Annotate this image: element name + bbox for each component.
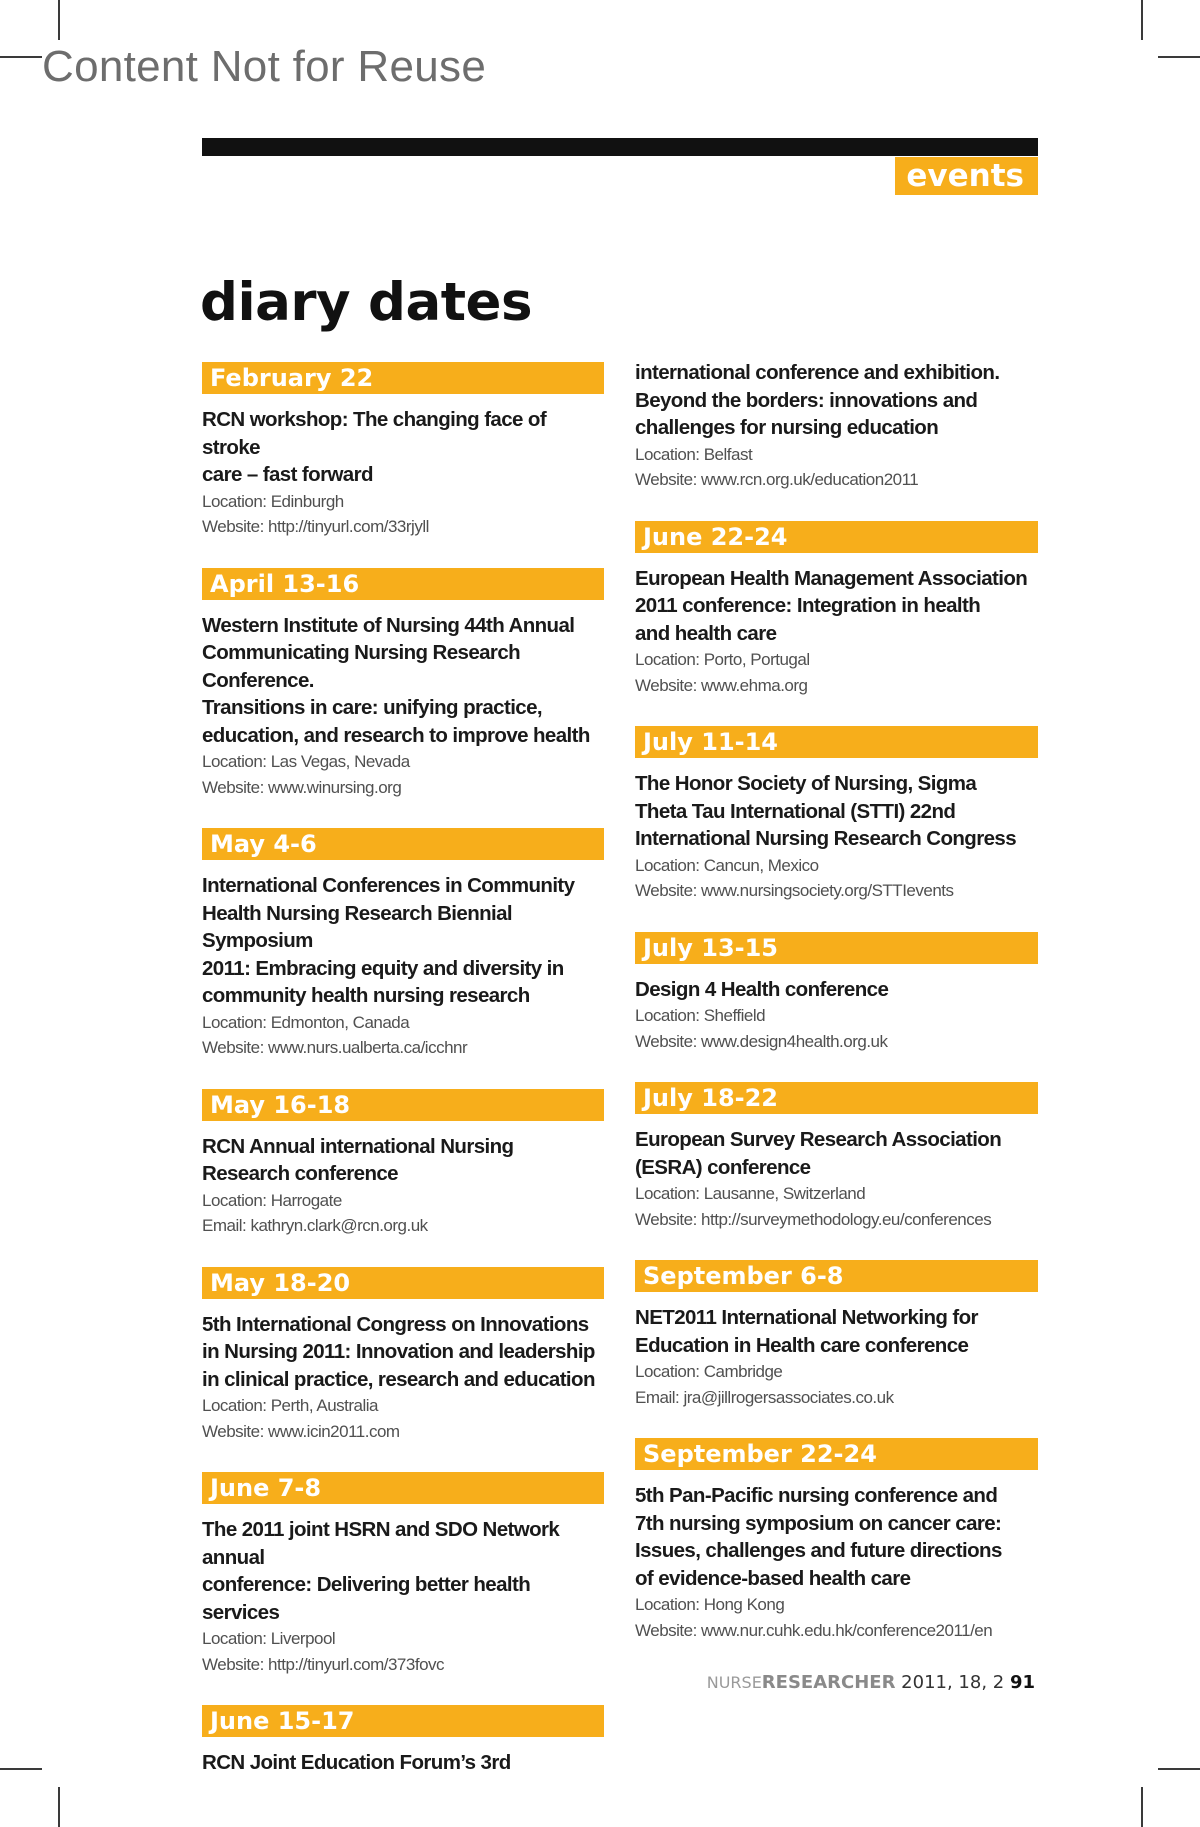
event-title-line: 5th International Congress on Innovations	[202, 1312, 589, 1336]
event-location: Location: Liverpool	[202, 1629, 336, 1648]
event-entry	[202, 362, 604, 540]
event-title-line: International Conferences in Community	[202, 874, 575, 897]
event-meta	[635, 442, 1038, 493]
event-title-line: in Nursing 2011: Innovation and leadership	[202, 1340, 595, 1363]
event-entry	[202, 1089, 604, 1239]
event-meta	[202, 1393, 604, 1444]
event-website: Website: www.rcn.org.uk/education2011	[635, 470, 919, 489]
event-date: May 4-6	[202, 828, 604, 860]
event-title-line: in clinical practice, research and education	[202, 1367, 595, 1391]
crop-mark	[1141, 0, 1143, 40]
event-location: Location: Harrogate	[202, 1190, 342, 1210]
event-title	[635, 359, 1038, 442]
event-location: Location: Sheffield	[635, 1006, 766, 1025]
event-title	[202, 872, 604, 1010]
event-title	[635, 1304, 1038, 1359]
event-location: Location: Porto, Portugal	[635, 650, 810, 669]
event-entry	[635, 1082, 1038, 1232]
event-title-line: conference: Delivering better health services	[202, 1573, 531, 1624]
event-location: Location: Cancun, Mexico	[635, 855, 819, 875]
event-title-line: Beyond the borders: innovations and	[635, 388, 978, 412]
event-title-line: RCN Joint Education Forum’s 3rd	[202, 1751, 511, 1774]
crop-mark	[1158, 1768, 1200, 1770]
page-number: 91	[1009, 1672, 1035, 1693]
event-date: July 18-22	[635, 1082, 1038, 1114]
event-contact: Website: www.nurs.ualberta.ca/icchnr	[202, 1038, 468, 1057]
section-tag: events	[895, 157, 1038, 195]
page-title: diary dates	[200, 272, 533, 333]
watermark-text: Content Not for Reuse	[42, 42, 487, 91]
event-title-line: Health Nursing Research Biennial Symposium	[202, 901, 513, 952]
event-location: Location: Hong Kong	[635, 1595, 785, 1614]
event-meta	[202, 749, 604, 800]
event-entry	[202, 1472, 604, 1677]
crop-mark	[0, 56, 42, 58]
event-date: April 13-16	[202, 568, 604, 600]
event-contact: Website: www.icin2011.com	[202, 1421, 400, 1441]
crop-mark	[1141, 1787, 1143, 1827]
event-title-line: community health nursing research	[202, 984, 530, 1007]
event-title-line: NET2011 International Networking for	[635, 1306, 978, 1329]
event-date: May 18-20	[202, 1267, 604, 1299]
event-title	[202, 1516, 604, 1626]
crop-mark	[1158, 56, 1200, 58]
event-title	[202, 612, 604, 750]
event-entry	[202, 1267, 604, 1445]
event-date: June 15-17	[202, 1705, 604, 1737]
event-title-line: Education in Health care conference	[635, 1333, 969, 1357]
event-date: February 22	[202, 362, 604, 394]
event-title-line: Issues, challenges and future directions	[635, 1539, 1002, 1562]
event-entry	[635, 726, 1038, 904]
event-meta	[202, 489, 604, 540]
left-column	[202, 362, 604, 1805]
event-entry	[202, 828, 604, 1061]
event-title-line: Research conference	[202, 1162, 398, 1185]
event-title	[635, 565, 1038, 648]
event-contact: Email: jra@jillrogersassociates.co.uk	[635, 1387, 894, 1407]
event-meta	[202, 1010, 604, 1061]
event-title-line: International Nursing Research Congress	[635, 827, 1017, 850]
event-title	[635, 976, 1038, 1004]
event-title-line: challenges for nursing education	[635, 416, 939, 439]
event-title	[635, 770, 1038, 853]
event-title-line: 2011: Embracing equity and diversity in	[202, 956, 564, 980]
event-location: Location: Edmonton, Canada	[202, 1012, 410, 1032]
event-meta	[635, 647, 1038, 698]
event-title-line: The Honor Society of Nursing, Sigma	[635, 772, 977, 795]
event-contact: Website: http://tinyurl.com/33rjyll	[202, 517, 429, 536]
event-title-line: 7th nursing symposium on cancer care:	[635, 1511, 1002, 1535]
event-meta	[635, 853, 1038, 904]
event-title-line: and health care	[635, 621, 777, 645]
event-title	[635, 1482, 1038, 1592]
citation: 2011, 18, 2	[895, 1672, 1010, 1693]
event-contact: Email: kathryn.clark@rcn.org.uk	[202, 1216, 428, 1235]
event-title-line: Western Institute of Nursing 44th Annual	[202, 613, 575, 637]
event-title-line: care – fast forward	[202, 463, 373, 486]
continued-event	[635, 359, 1038, 493]
event-entry	[202, 1705, 604, 1777]
event-title-line: education, and research to improve health	[202, 723, 590, 747]
event-meta	[635, 1592, 1038, 1643]
event-entry	[635, 932, 1038, 1055]
crop-mark	[58, 1787, 60, 1827]
event-title-line: 5th Pan-Pacific nursing conference and	[635, 1484, 998, 1507]
event-title-line: Communicating Nursing Research Conference.	[202, 641, 521, 692]
event-title	[202, 1311, 604, 1394]
event-meta	[635, 1003, 1038, 1054]
event-location: Location: Las Vegas, Nevada	[202, 752, 410, 771]
event-location: Location: Edinburgh	[202, 491, 344, 511]
event-contact: Website: www.ehma.org	[635, 675, 808, 695]
page-footer	[707, 1672, 1035, 1693]
event-date: June 7-8	[202, 1472, 604, 1504]
event-title-line: The 2011 joint HSRN and SDO Network annual	[202, 1518, 560, 1569]
event-meta	[202, 1626, 604, 1677]
event-contact: Website: www.winursing.org	[202, 777, 402, 797]
event-contact: Website: www.nur.cuhk.edu.hk/conference2011/en	[635, 1620, 993, 1640]
crop-mark	[0, 1768, 42, 1770]
event-title	[202, 406, 604, 489]
event-title-line: Transitions in care: unifying practice,	[202, 696, 542, 719]
event-date: July 13-15	[635, 932, 1038, 964]
event-location: Location: Cambridge	[635, 1362, 783, 1381]
event-title-line: European Survey Research Association	[635, 1128, 1002, 1151]
event-contact: Website: http://surveymethodology.eu/conferences	[635, 1209, 992, 1229]
journal-name-part1: NURSE	[706, 1673, 762, 1692]
event-title-line: of evidence-based health care	[635, 1566, 911, 1590]
event-title	[202, 1133, 604, 1188]
event-location: Location: Perth, Australia	[202, 1396, 379, 1415]
event-title-line: (ESRA) conference	[635, 1155, 811, 1179]
event-title-line: Design 4 Health conference	[635, 977, 889, 1001]
right-column	[635, 359, 1038, 1671]
event-title-line: international conference and exhibition.	[635, 361, 1000, 384]
event-contact: Website: www.design4health.org.uk	[635, 1031, 888, 1051]
event-entry	[635, 1260, 1038, 1410]
journal-name-part2: RESEARCHER	[761, 1672, 896, 1693]
event-location: Location: Belfast	[635, 444, 753, 464]
event-title	[635, 1126, 1038, 1181]
event-title-line: European Health Management Association	[635, 566, 1028, 590]
event-title	[202, 1749, 604, 1777]
event-entry	[635, 1438, 1038, 1643]
crop-mark	[58, 0, 60, 40]
event-location: Location: Lausanne, Switzerland	[635, 1184, 866, 1203]
event-date: May 16-18	[202, 1089, 604, 1121]
event-title-line: Theta Tau International (STTI) 22nd	[635, 799, 956, 823]
event-contact: Website: www.nursingsociety.org/STTIevents	[635, 881, 954, 900]
event-date: July 11-14	[635, 726, 1038, 758]
event-contact: Website: http://tinyurl.com/373fovc	[202, 1654, 445, 1674]
event-title-line: 2011 conference: Integration in health	[635, 594, 981, 617]
event-date: June 22-24	[635, 521, 1038, 553]
event-date: September 22-24	[635, 1438, 1038, 1470]
event-title-line: RCN workshop: The changing face of stroke	[202, 408, 547, 459]
event-entry	[635, 521, 1038, 699]
event-date: September 6-8	[635, 1260, 1038, 1292]
event-entry	[202, 568, 604, 801]
event-meta	[635, 1181, 1038, 1232]
event-meta	[202, 1188, 604, 1239]
header-rule	[202, 138, 1038, 156]
event-meta	[635, 1359, 1038, 1410]
event-title-line: RCN Annual international Nursing	[202, 1134, 514, 1158]
